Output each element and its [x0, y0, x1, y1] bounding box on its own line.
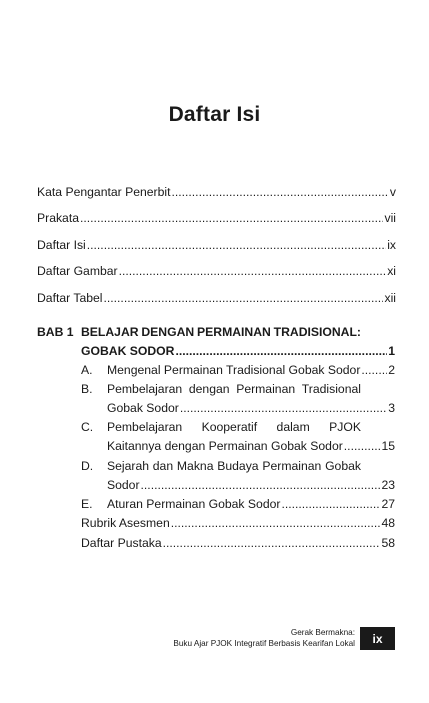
- toc-entry-page: 48: [381, 516, 395, 530]
- leader-dots: [80, 211, 383, 226]
- section-word: Kooperatif: [201, 420, 258, 434]
- chapter-page: 1: [388, 344, 395, 358]
- section-word: Tradisional: [301, 382, 361, 396]
- toc-entry-label: Kata Pengantar Penerbit: [37, 185, 171, 199]
- section-word: Permainan: [236, 382, 296, 396]
- section-label: Mengenal Permainan Tradisional Gobak Sodor: [107, 363, 361, 377]
- toc-entry-page: v: [389, 185, 396, 199]
- footer-book-title: [173, 627, 355, 649]
- toc-entry-label: Prakata: [37, 211, 80, 225]
- toc-daftar-pustaka[interactable]: [81, 536, 395, 551]
- chapter-title-word: PERMAINAN: [197, 325, 271, 339]
- toc-entry-label: Daftar Isi: [37, 238, 86, 252]
- toc-entry-prakata[interactable]: [37, 211, 396, 226]
- toc-section-b[interactable]: [107, 401, 395, 416]
- leader-dots: [171, 516, 381, 531]
- section-label: Sodor: [107, 478, 140, 492]
- section-letter-d: D.: [81, 459, 94, 473]
- toc-entry-daftar-gambar[interactable]: [37, 264, 396, 279]
- section-page: 2: [388, 363, 395, 377]
- leader-dots: [119, 264, 387, 279]
- toc-rubrik-asesmen[interactable]: [81, 516, 395, 531]
- toc-entry-daftar-tabel[interactable]: [37, 291, 396, 306]
- toc-entry-label: Daftar Tabel: [37, 291, 103, 305]
- chapter-number: BAB 1: [37, 325, 74, 339]
- leader-dots: [141, 478, 381, 493]
- section-word: Permainan: [262, 459, 322, 473]
- section-page: 3: [388, 401, 395, 415]
- toc-entry-page: vii: [384, 211, 396, 225]
- toc-section-d[interactable]: [107, 478, 395, 493]
- chapter-title-word: TRADISIONAL:: [273, 325, 361, 339]
- toc-section-a[interactable]: [107, 363, 395, 378]
- chapter-title-word: BELAJAR: [81, 325, 139, 339]
- leader-dots: [87, 238, 386, 253]
- section-label: Gobak Sodor: [107, 401, 179, 415]
- leader-dots: [281, 497, 380, 512]
- section-letter-e: E.: [81, 497, 93, 511]
- section-d-line1[interactable]: [107, 459, 361, 474]
- section-word: dan: [152, 459, 174, 473]
- section-word: Pembelajaran: [107, 382, 183, 396]
- section-word: dalam: [276, 420, 310, 434]
- section-word: Budaya: [217, 459, 259, 473]
- leader-dots: [180, 401, 387, 416]
- section-word: Gobak: [325, 459, 361, 473]
- section-label: Aturan Permainan Gobak Sodor: [107, 497, 281, 511]
- section-b-line1[interactable]: [107, 382, 361, 397]
- section-letter-c: C.: [81, 420, 94, 434]
- chapter-title-line1[interactable]: [81, 325, 361, 340]
- leader-dots: [163, 536, 381, 551]
- section-word: Pembelajaran: [107, 420, 183, 434]
- toc-section-e[interactable]: [107, 497, 395, 512]
- leader-dots: [104, 291, 384, 306]
- section-c-line1[interactable]: [107, 420, 361, 435]
- leader-dots: [175, 344, 387, 359]
- toc-entry-page: 58: [381, 536, 395, 550]
- section-label: Kaitannya dengan Permainan Gobak Sodor: [107, 439, 343, 453]
- toc-entry-page: ix: [387, 238, 396, 252]
- leader-dots: [171, 185, 388, 200]
- toc-entry-daftar-isi[interactable]: [37, 238, 396, 253]
- section-word: dengan: [188, 382, 230, 396]
- toc-entry-label: Rubrik Asesmen: [81, 516, 170, 530]
- section-page: 23: [381, 478, 395, 492]
- chapter-title-line2[interactable]: [81, 344, 395, 359]
- chapter-title-word: DENGAN: [141, 325, 195, 339]
- section-word: Sejarah: [107, 459, 150, 473]
- leader-dots: [361, 363, 387, 378]
- toc-entry-page: xi: [387, 264, 396, 278]
- toc-entry-label: Daftar Gambar: [37, 264, 118, 278]
- section-page: 27: [381, 497, 395, 511]
- toc-entry-kata-pengantar[interactable]: [37, 185, 396, 200]
- footer-line2: Buku Ajar PJOK Integratif Berbasis Kearifan Lokal: [173, 639, 355, 648]
- chapter-title-label: GOBAK SODOR: [81, 344, 175, 358]
- toc-entry-page: xii: [384, 291, 396, 305]
- toc-entry-label: Daftar Pustaka: [81, 536, 162, 550]
- footer-line1: Gerak Bermakna:: [290, 628, 355, 637]
- page-number-badge: ix: [360, 627, 395, 650]
- leader-dots: [344, 439, 381, 454]
- section-word: Makna: [176, 459, 214, 473]
- section-word: PJOK: [329, 420, 361, 434]
- toc-section-c[interactable]: [107, 439, 395, 454]
- section-page: 15: [381, 439, 395, 453]
- section-letter-b: B.: [81, 382, 93, 396]
- section-letter-a: A.: [81, 363, 93, 377]
- page-title: Daftar Isi: [168, 103, 261, 126]
